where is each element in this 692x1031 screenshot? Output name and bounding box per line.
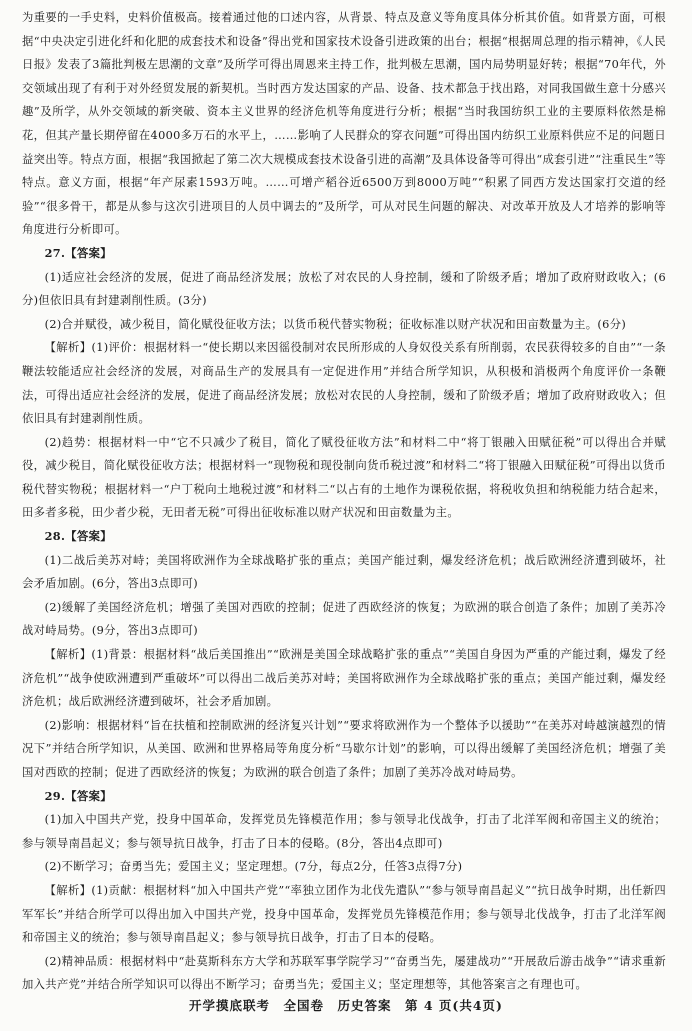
q28-explanation-2: (2)影响：根据材料“旨在扶植和控制欧洲的经济复兴计划”“要求将欧洲作为一个整体予以援助”“在美苏对峙越演越烈的情况下”并结合所学知识，从美国、欧洲和世界格局等角度分析“马歇尔计划”的影响，可以得出缓解了美国经济危机；增强了美国对西欧的控制；促进了西欧经济的恢复；为欧洲的联合创造了条件；加剧了美苏冷战对峙局势。 xyxy=(22,718,666,779)
q28-answer-1: (1)二战后美苏对峙；美国将欧洲作为全球战略扩张的重点；美国产能过剩，爆发经济危机；战后欧洲经济遭到破坏，社会矛盾加剧。(6分，答出3点即可) xyxy=(22,553,666,591)
q29-answer-1: (1)加入中国共产党，投身中国革命，发挥党员先锋模范作用；参与领导北伐战争，打击了北洋军阀和帝国主义的统治；参与领导南昌起义；参与领导抗日战争，打击了日本的侵略。(8分，答出4点即可) xyxy=(22,813,666,850)
q27-heading: 27.【答案】 xyxy=(44,245,112,260)
q29-explanation-2: (2)精神品质：根据材料中“赴莫斯科东方大学和苏联军事学院学习”“奋勇当先，屡建战功”“开展敌后游击战争”“请求重新加入共产党”并结合所学知识可以得出不断学习；奋勇当先；爱国主义；坚定理想等，其他答案言之有理也可。 xyxy=(22,954,666,992)
q27-answer-1: (1)适应社会经济的发展，促进了商品经济发展；放松了对农民的人身控制，缓和了阶级矛盾；增加了政府财政收入；(6分)但依旧具有封建剥削性质。(3分) xyxy=(22,270,666,308)
q28-explanation-1: 【解析】(1)背景：根据材料“战后美国推出”“欧洲是美国全球战略扩张的重点”“美国自身因为严重的产能过剩，爆发了经济危机”“战争使欧洲遭到严重破坏”可以得出二战后美苏对峙；美国将欧洲作为全球战略扩张的重点；美国产能过剩，爆发经济危机；战后欧洲经济遭到破坏，社会矛盾加剧。 xyxy=(22,648,666,709)
q28-heading: 28.【答案】 xyxy=(44,529,112,544)
q27-explanation-1: 【解析】(1)评价：根据材料一“使长期以来因徭役制对农民所形成的人身奴役关系有所削弱，农民获得较多的自由”“一条鞭法较能适应社会经济的发展，对商品生产的发展具有一定促进作用”并结合所学知识，从积极和消极两个角度评价一条鞭法，可得出适应社会经济的发展，促进了商品经济发展；放松对农民的人身控制，缓和了阶级矛盾；增加了政府财政收入；但依旧具有封建剥削性质。 xyxy=(22,341,666,426)
q29-heading: 29.【答案】 xyxy=(44,788,112,803)
q27-answer-2: (2)合并赋役，减少税目，简化赋役征收方法；以货币税代替实物税；征收标准以财产状况和田亩数量为主。(6分) xyxy=(44,317,627,331)
q28-answer-2: (2)缓解了美国经济危机；增强了美国对西欧的控制；促进了西欧经济的恢复；为欧洲的联合创造了条件；加剧了美苏冷战对峙局势。(9分，答出3点即可) xyxy=(22,600,666,638)
q27-explanation-2: (2)趋势：根据材料一中“它不只减少了税目，简化了赋役征收方法”和材料二中“将丁银融入田赋征税”可以得出合并赋役，减少税目，简化赋役征收方法；根据材料一“现物税和现役制向货币税过渡”和材料二“将丁银融入田赋征税”可得出以货币税代替实物税；根据材料一“户丁税向土地税过渡”和材料二“以占有的土地作为课税依据，将税收负担和纳税能力结合起来，田多者多税，田少者少税，无田者无税”可得出征收标准以财产状况和田亩数量为主。 xyxy=(22,435,666,520)
q26-analysis-tail: 为重要的一手史料，史料价值极高。接着通过他的口述内容，从背景、特点及意义等角度具体分析其价值。如背景方面，可根据“中央决定引进化纤和化肥的成套技术和设备”得出党和国家技术设备引进政策的出台；根据“根据周总理的指示精神，《人民日报》发表了3篇批判极左思潮的文章”及所学可得出周恩来主持工作，批判极左思潮，国内局势明显好转；根据“70年代，外交领域出现了有利于对外经贸发展的新契机。当时西方发达国家的产品、设备、技术都急于找出路，对同我国做生意十分感兴趣”及所学，从外交领域的新突破、资本主义世界的经济危机等角度进行分析；根据“当时我国纺织工业的主要原料依然是棉花，但其产量长期停留在4000多万石的水平上，……影响了人民群众的穿衣问题”可得出国内纺织工业原料供应不足的问题日益突出等。特点方面，根据“我国掀起了第二次大规模成套技术设备引进的高潮”及具体设备等可得出“成套引进”“注重民生”等特点。意义方面，根据“年产尿素1593万吨。……可增产稻谷近6500万到8000万吨”“积累了同西方发达国家打交道的经验”“很多骨干，都是从参与这次引进项目的人员中调去的”及所学，可从对民生问题的解决、对改革开放及人才培养的影响等角度进行分析即可。 xyxy=(22,11,666,237)
q29-explanation-1: 【解析】(1)贡献：根据材料“加入中国共产党”“率独立团作为北伐先遣队”“参与领导南昌起义”“抗日战争时期，出任新四军军长”并结合所学可以得出加入中国共产党，投身中国革命，发挥党员先锋模范作用；参与领导北伐战争，打击了北洋军阀和帝国主义的统治；参与领导南昌起义；参与领导抗日战争，打击了日本的侵略。 xyxy=(22,883,666,945)
q29-answer-2: (2)不断学习；奋勇当先；爱国主义；坚定理想。(7分，每点2分，任答3点得7分) xyxy=(44,860,463,874)
page-footer: 开学摸底联考 全国卷 历史答案 第 4 页(共4页) xyxy=(189,998,503,1013)
answer-body xyxy=(22,6,666,997)
